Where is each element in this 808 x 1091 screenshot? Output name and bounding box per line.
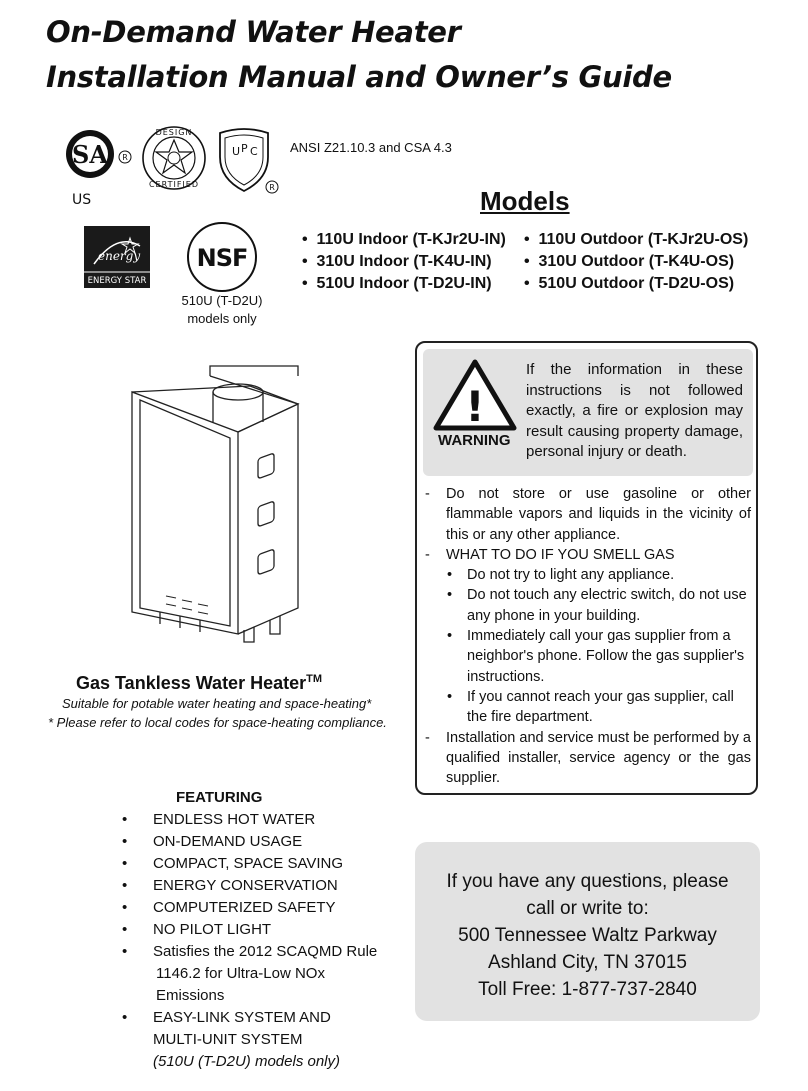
manual-title-line1: On-Demand Water Heater <box>46 15 461 49</box>
model-item: • 510U Indoor (T-D2U-IN) <box>302 275 492 292</box>
nsf-note-line1: 510U (T-D2U) <box>181 293 263 308</box>
ansi-standards: ANSI Z21.10.3 and CSA 4.3 <box>290 140 452 155</box>
contact-line1: If you have any questions, please <box>446 871 729 892</box>
model-item: • 110U Outdoor (T-KJr2U-OS) <box>524 231 749 248</box>
warning-instructions <box>425 484 751 788</box>
nsf-logo <box>185 220 261 296</box>
contact-text <box>415 868 760 1003</box>
model-item: • 510U Outdoor (T-D2U-OS) <box>524 275 735 292</box>
model-item: • 110U Indoor (T-KJr2U-IN) <box>302 231 506 248</box>
energy-star-label: ENERGY STAR <box>87 276 147 286</box>
feature-continuation: MULTI-UNIT SYSTEM <box>153 1031 303 1048</box>
warning-sub-item: • Immediately call your gas supplier from a neighbor's phone. Follow the gas supplier's instructions. <box>447 628 745 685</box>
nsf-label: NSF <box>196 244 248 272</box>
feature-item: • EASY-LINK SYSTEM AND <box>122 1009 331 1026</box>
product-caption-codes: * Please refer to local codes for space-heating compliance. <box>48 715 387 730</box>
manual-title-line2: Installation Manual and Owner’s Guide <box>46 60 672 94</box>
featuring-heading: FEATURING <box>176 789 263 806</box>
contact-address1: 500 Tennessee Waltz Parkway <box>458 925 717 946</box>
feature-item: • COMPUTERIZED SAFETY <box>122 899 336 916</box>
csa-logo <box>60 124 135 209</box>
feature-item: • Satisfies the 2012 SCAQMD Rule <box>122 943 378 960</box>
nsf-note <box>170 292 274 328</box>
product-caption-potable: Suitable for potable water heating and space-heating* <box>62 696 372 711</box>
energy-star-script: energy <box>98 249 141 263</box>
feature-continuation: 1146.2 for Ultra-Low NOx <box>156 965 325 982</box>
feature-item: • ON-DEMAND USAGE <box>122 833 303 850</box>
warning-exclamation: ! <box>465 382 485 431</box>
model-item: • 310U Outdoor (T-K4U-OS) <box>524 253 735 270</box>
product-title: Gas Tankless Water Heater™ <box>76 673 322 693</box>
warning-label: WARNING <box>438 432 511 449</box>
design-certified-seal <box>140 124 212 194</box>
upc-letter-p: P <box>241 142 248 155</box>
feature-item: • NO PILOT LIGHT <box>122 921 272 938</box>
contact-phone: Toll Free: 1-877-737-2840 <box>478 979 697 1000</box>
warning-item: - Do not store or use gasoline or other flammable vapors and liquids in the vicinity of this or any other appliance. <box>425 486 751 543</box>
design-certified-bottom: CERTIFIED <box>148 180 200 189</box>
csa-us-label: US <box>72 192 92 208</box>
energy-star-logo <box>84 226 150 288</box>
upc-letter-u: U <box>232 145 241 158</box>
models-heading: Models <box>480 186 570 216</box>
svg-text:R: R <box>122 153 128 162</box>
feature-continuation: Emissions <box>156 987 225 1004</box>
contact-address2: Ashland City, TN 37015 <box>488 952 687 973</box>
svg-text:SA: SA <box>72 140 108 169</box>
svg-text:R: R <box>269 183 275 192</box>
feature-item: • COMPACT, SPACE SAVING <box>122 855 344 872</box>
featuring-list <box>122 809 422 1073</box>
design-certified-top: DESIGN <box>155 128 193 137</box>
warning-sub-item: • If you cannot reach your gas supplier, call the fire department. <box>447 688 734 726</box>
feature-note: (510U (T-D2U) models only) <box>153 1053 341 1070</box>
nsf-note-line2: models only <box>187 311 257 326</box>
upc-shield-logo <box>216 127 282 197</box>
feature-item: • ENDLESS HOT WATER <box>122 811 316 828</box>
contact-line2: call or write to: <box>526 898 649 919</box>
models-indoor-list <box>302 229 506 295</box>
warning-item: - WHAT TO DO IF YOU SMELL GAS <box>425 546 675 563</box>
water-heater-illustration <box>120 362 310 644</box>
warning-text: If the information in these instructions is not followed exactly, a fire or explosion may result causing property damage, personal injury or death. <box>526 361 743 460</box>
feature-item: • ENERGY CONSERVATION <box>122 877 338 894</box>
upc-letter-c: C <box>250 145 258 158</box>
models-outdoor-list <box>524 229 748 295</box>
warning-triangle-icon <box>432 358 518 432</box>
warning-item: - Installation and service must be performed by a qualified installer, service agency or the gas supplier. <box>425 729 751 787</box>
warning-sub-item: • Do not touch any electric switch, do not use any phone in your building. <box>447 587 747 624</box>
model-item: • 310U Indoor (T-K4U-IN) <box>302 253 492 270</box>
warning-sub-item: • Do not try to light any appliance. <box>447 567 675 584</box>
